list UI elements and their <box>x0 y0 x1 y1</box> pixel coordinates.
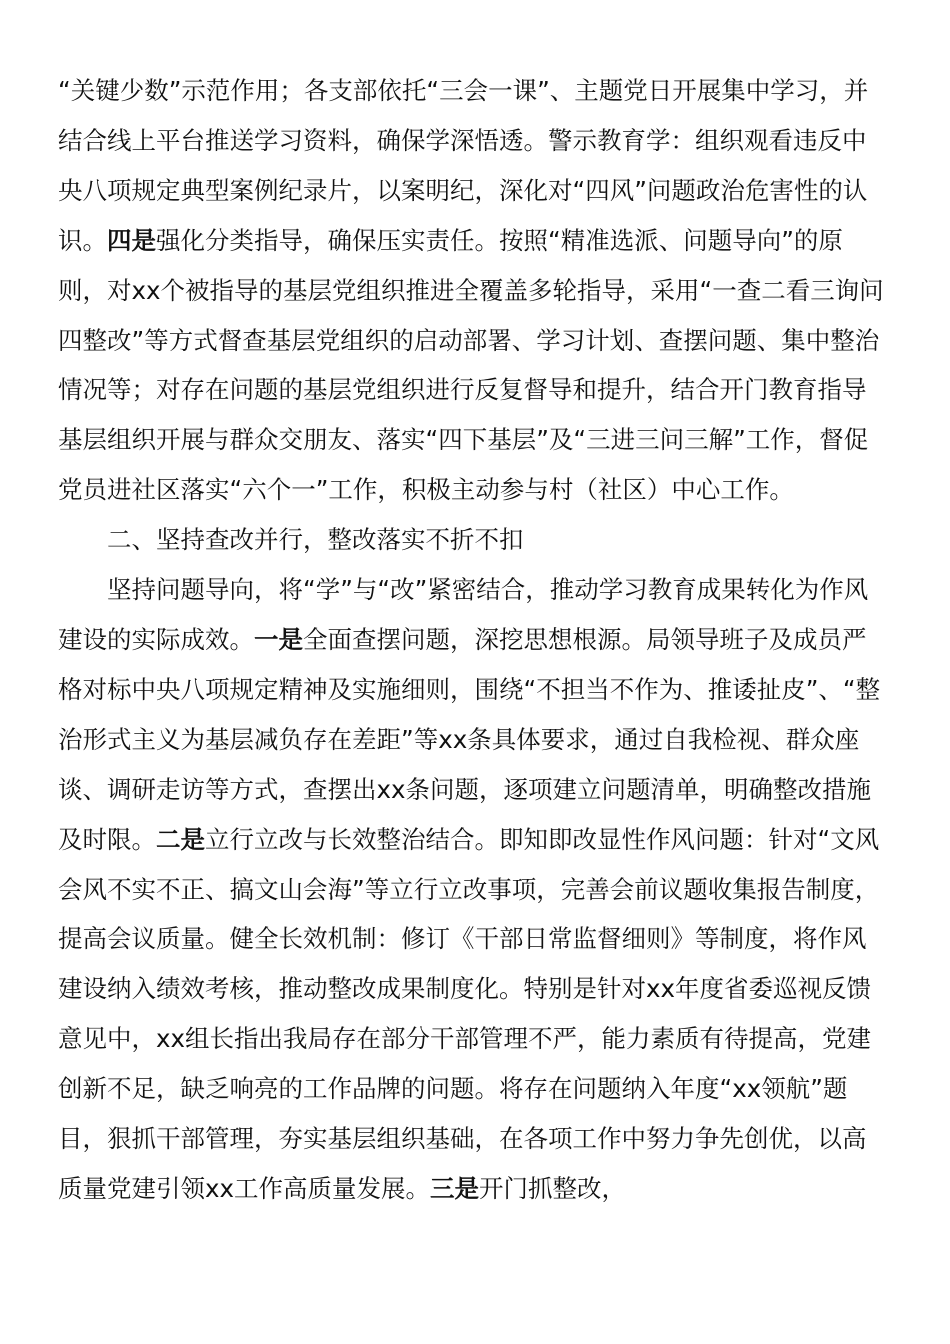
paragraph-1-text-b: 强化分类指导，确保压实责任。按照“精准选派、问题导向”的原则，对xx个被指导的基层党组织推进全覆盖多轮指导，采用“一查二看三询问四整改”等方式督查基层党组织的启动部署、学习计划、查摆问题、集中整治情况等；对存在问题的基层党组织进行反复督导和提升，结合开门教育指导基层组织开展与群众交朋友、落实“四下基层”及“三进三问三解”工作，督促党员进社区落实“六个一”工作，积极主动参与村（社区）中心工作。 <box>58 225 884 505</box>
paragraph-2-text-c: 立行立改与长效整治结合。即知即改显性作风问题：针对“文风会风不实不正、搞文山会海”等立行立改事项，完善会前议题收集报告制度，提高会议质量。健全长效机制：修订《干部日常监督细则》等制度，将作风建设纳入绩效考核，推动整改成果制度化。特别是针对xx年度省委巡视反馈意见中，xx组长指出我局存在部分干部管理不严，能力素质有待提高，党建创新不足，缺乏响亮的工作品牌的问题。将存在问题纳入年度“xx领航”题目，狠抓干部管理，夯实基层组织基础，在各项工作中努力争先创优，以高质量党建引领xx工作高质量发展。 <box>58 824 880 1203</box>
paragraph-1-bold-four: 四是 <box>107 225 156 255</box>
paragraph-2-bold-two: 二是 <box>156 824 205 854</box>
paragraph-2-text-a: 坚持问题导向，将“学”与“改”紧密结合，推动学习教育成果转化为作风建设的实际成效。 <box>58 575 869 654</box>
paragraph-2-bold-one: 一是 <box>254 624 303 654</box>
paragraph-2-text-d: 开门抓整改， <box>479 1173 626 1203</box>
paragraph-1-text-a: “关键少数”示范作用；各支部依托“三会一课”、主题党日开展集中学习，并结合线上平台推送学习资料，确保学深悟透。警示教育学：组织观看违反中央八项规定典型案例纪录片，以案明纪，深化对“四风”问题政治危害性的认识。 <box>58 76 869 255</box>
paragraph-2-text-b: 全面查摆问题，深挖思想根源。局领导班子及成员严格对标中央八项规定精神及实施细则，围绕“不担当不作为、推诿扯皮”、“整治形式主义为基层减负存在差距”等xx条具体要求，通过自我检视、群众座谈、调研走访等方式，查摆出xx条问题，逐项建立问题清单，明确整改措施及时限。 <box>58 624 881 854</box>
paragraph-2-bold-three: 三是 <box>430 1173 479 1203</box>
paragraph-2 <box>58 565 888 1214</box>
section-heading-2: 二、坚持查改并行，整改落实不折不扣 <box>107 525 524 555</box>
paragraph-1 <box>58 66 888 515</box>
